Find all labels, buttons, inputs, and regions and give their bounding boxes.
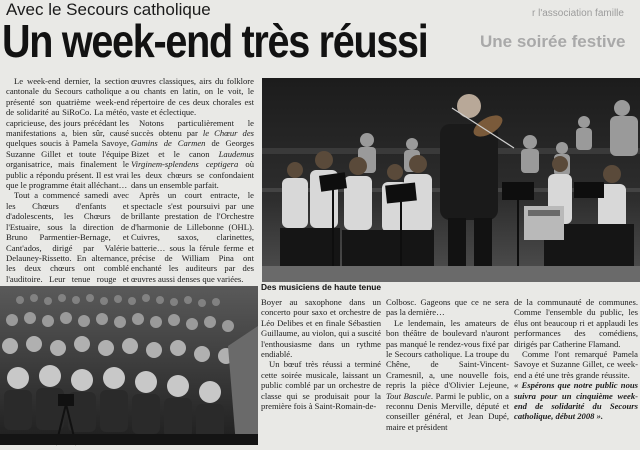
- article-column-1: [6, 76, 129, 284]
- adjacent-article-fragment: r l'association famille: [532, 8, 624, 19]
- paragraph: Après un court entracte, le spectacle s'est poursuivi par une brillante prestation de l'Orchestre d'harmonie de Lillebonne (OHL). Cuivres, saxos, clarinettes, batterie… sous la férule ferme et précise de William Pina ont enchanté les auditeurs par des œuvres aussi denses que variées.: [131, 190, 254, 284]
- article-column-5: [514, 297, 638, 422]
- paragraph: [131, 118, 254, 191]
- adjacent-article-bleed: [480, 0, 640, 62]
- article-column-4: [386, 297, 509, 432]
- text-run: de Georges Bizet et le canon: [131, 138, 255, 159]
- adjacent-article-headline: Une soirée festive: [480, 32, 626, 51]
- orchestra-photo-image: [262, 78, 640, 282]
- text-run: Le lendemain, les amateurs de bon théâtre de boulevard n'auront pas manqué le rendez-vous fixé par le Secours catholique. La troupe du Chêne, de Saint-Vincent-Cramesnil, a, une nouvelle fois, repris la pièce d'Olivier Lejeune,: [386, 317, 509, 391]
- paragraph: Boyer au saxophone dans un concerto pour saxo et orchestre de Léo Delibes et en finale Sébastien Guillaume, au violon, qui a suscité l'enthousiasme dans un rythme endiablé.: [261, 297, 381, 360]
- paragraph: [386, 318, 509, 432]
- paragraph: Colbosc. Gageons que ce ne sera pas la dernière…: [386, 297, 509, 318]
- closing-quote: « Espérons que notre public nous suivra pour un cinquième week-end de solidarité du Secours catholique, début 2008 ».: [514, 380, 638, 422]
- paragraph: de la communauté de communes. Comme l'ensemble du public, les élus ont beaucoup ri et applaudi les performances des comédiens, dirigés par Catherine Flamand.: [514, 297, 638, 349]
- paragraph: Comme l'ont remarqué Pamela Savoye et Suzanne Gillet, ce week-end a été une très grande réussite.: [514, 349, 638, 380]
- text-run: . Parmi le public, on a reconnu Denis Merville, député et conseiller général, et Jean Dupé, maire et président: [386, 390, 509, 432]
- paragraph: Un bœuf très réussi a terminé cette soirée musicale, laissant un public comblé par un orchestre de classe qui se produisait pour la première fois à Saint-Romain-de-: [261, 359, 381, 412]
- article-headline: Un week-end très réussi: [2, 15, 428, 67]
- work-title: Tout Bascule: [386, 390, 431, 401]
- article-column-3: [261, 297, 381, 412]
- article-column-2: [131, 76, 255, 284]
- orchestra-photo: [262, 78, 640, 282]
- paragraph: Le week-end dernier, la section cantonale du Secours catholique a présenté son quatrième week-end de solidarité au SiRoCo. La météo, capricieuse, des jours précédant les manifestations a, bien sûr, causé quelques soucis à Pamela Savoye, Suzanne Gillet et toute l'équipe organisatrice, mais finalement le public a répondu présent. Il est vrai que le programme était alléchant…: [6, 76, 129, 191]
- audience-photo-image: [0, 286, 258, 445]
- photo-caption: Des musiciens de haute tenue: [261, 282, 382, 292]
- work-title: le Chœur des Gamins de Carmen: [131, 128, 254, 149]
- work-title: Laudemus Virginem-splendens ceptigera: [131, 148, 254, 170]
- article-kicker: Avec le Secours catholique: [6, 0, 211, 19]
- paragraph: Tout a commencé samedi avec les Chœurs d'enfants et d'adolescents, les Chœurs de l'Estuaire, sous la direction de Bruno Parmentier-Bernage, et Cant'ados, dirigé par Valérie Delauney-Rissetto. En alternance, les deux chœurs ont comblé l'auditoire. Leur tenue rouge et: [6, 190, 129, 284]
- text-run: Notons particulièrement le succès obtenu par: [131, 117, 254, 139]
- audience-photo: [0, 286, 258, 445]
- text-run: où les deux chœurs se confondaient dans un ensemble parfait.: [131, 159, 254, 191]
- paragraph: œuvres classiques, airs du folklore ou chants en latin, on le voit, le répertoire de ces deux chorales est vaste et éclectique.: [131, 76, 254, 118]
